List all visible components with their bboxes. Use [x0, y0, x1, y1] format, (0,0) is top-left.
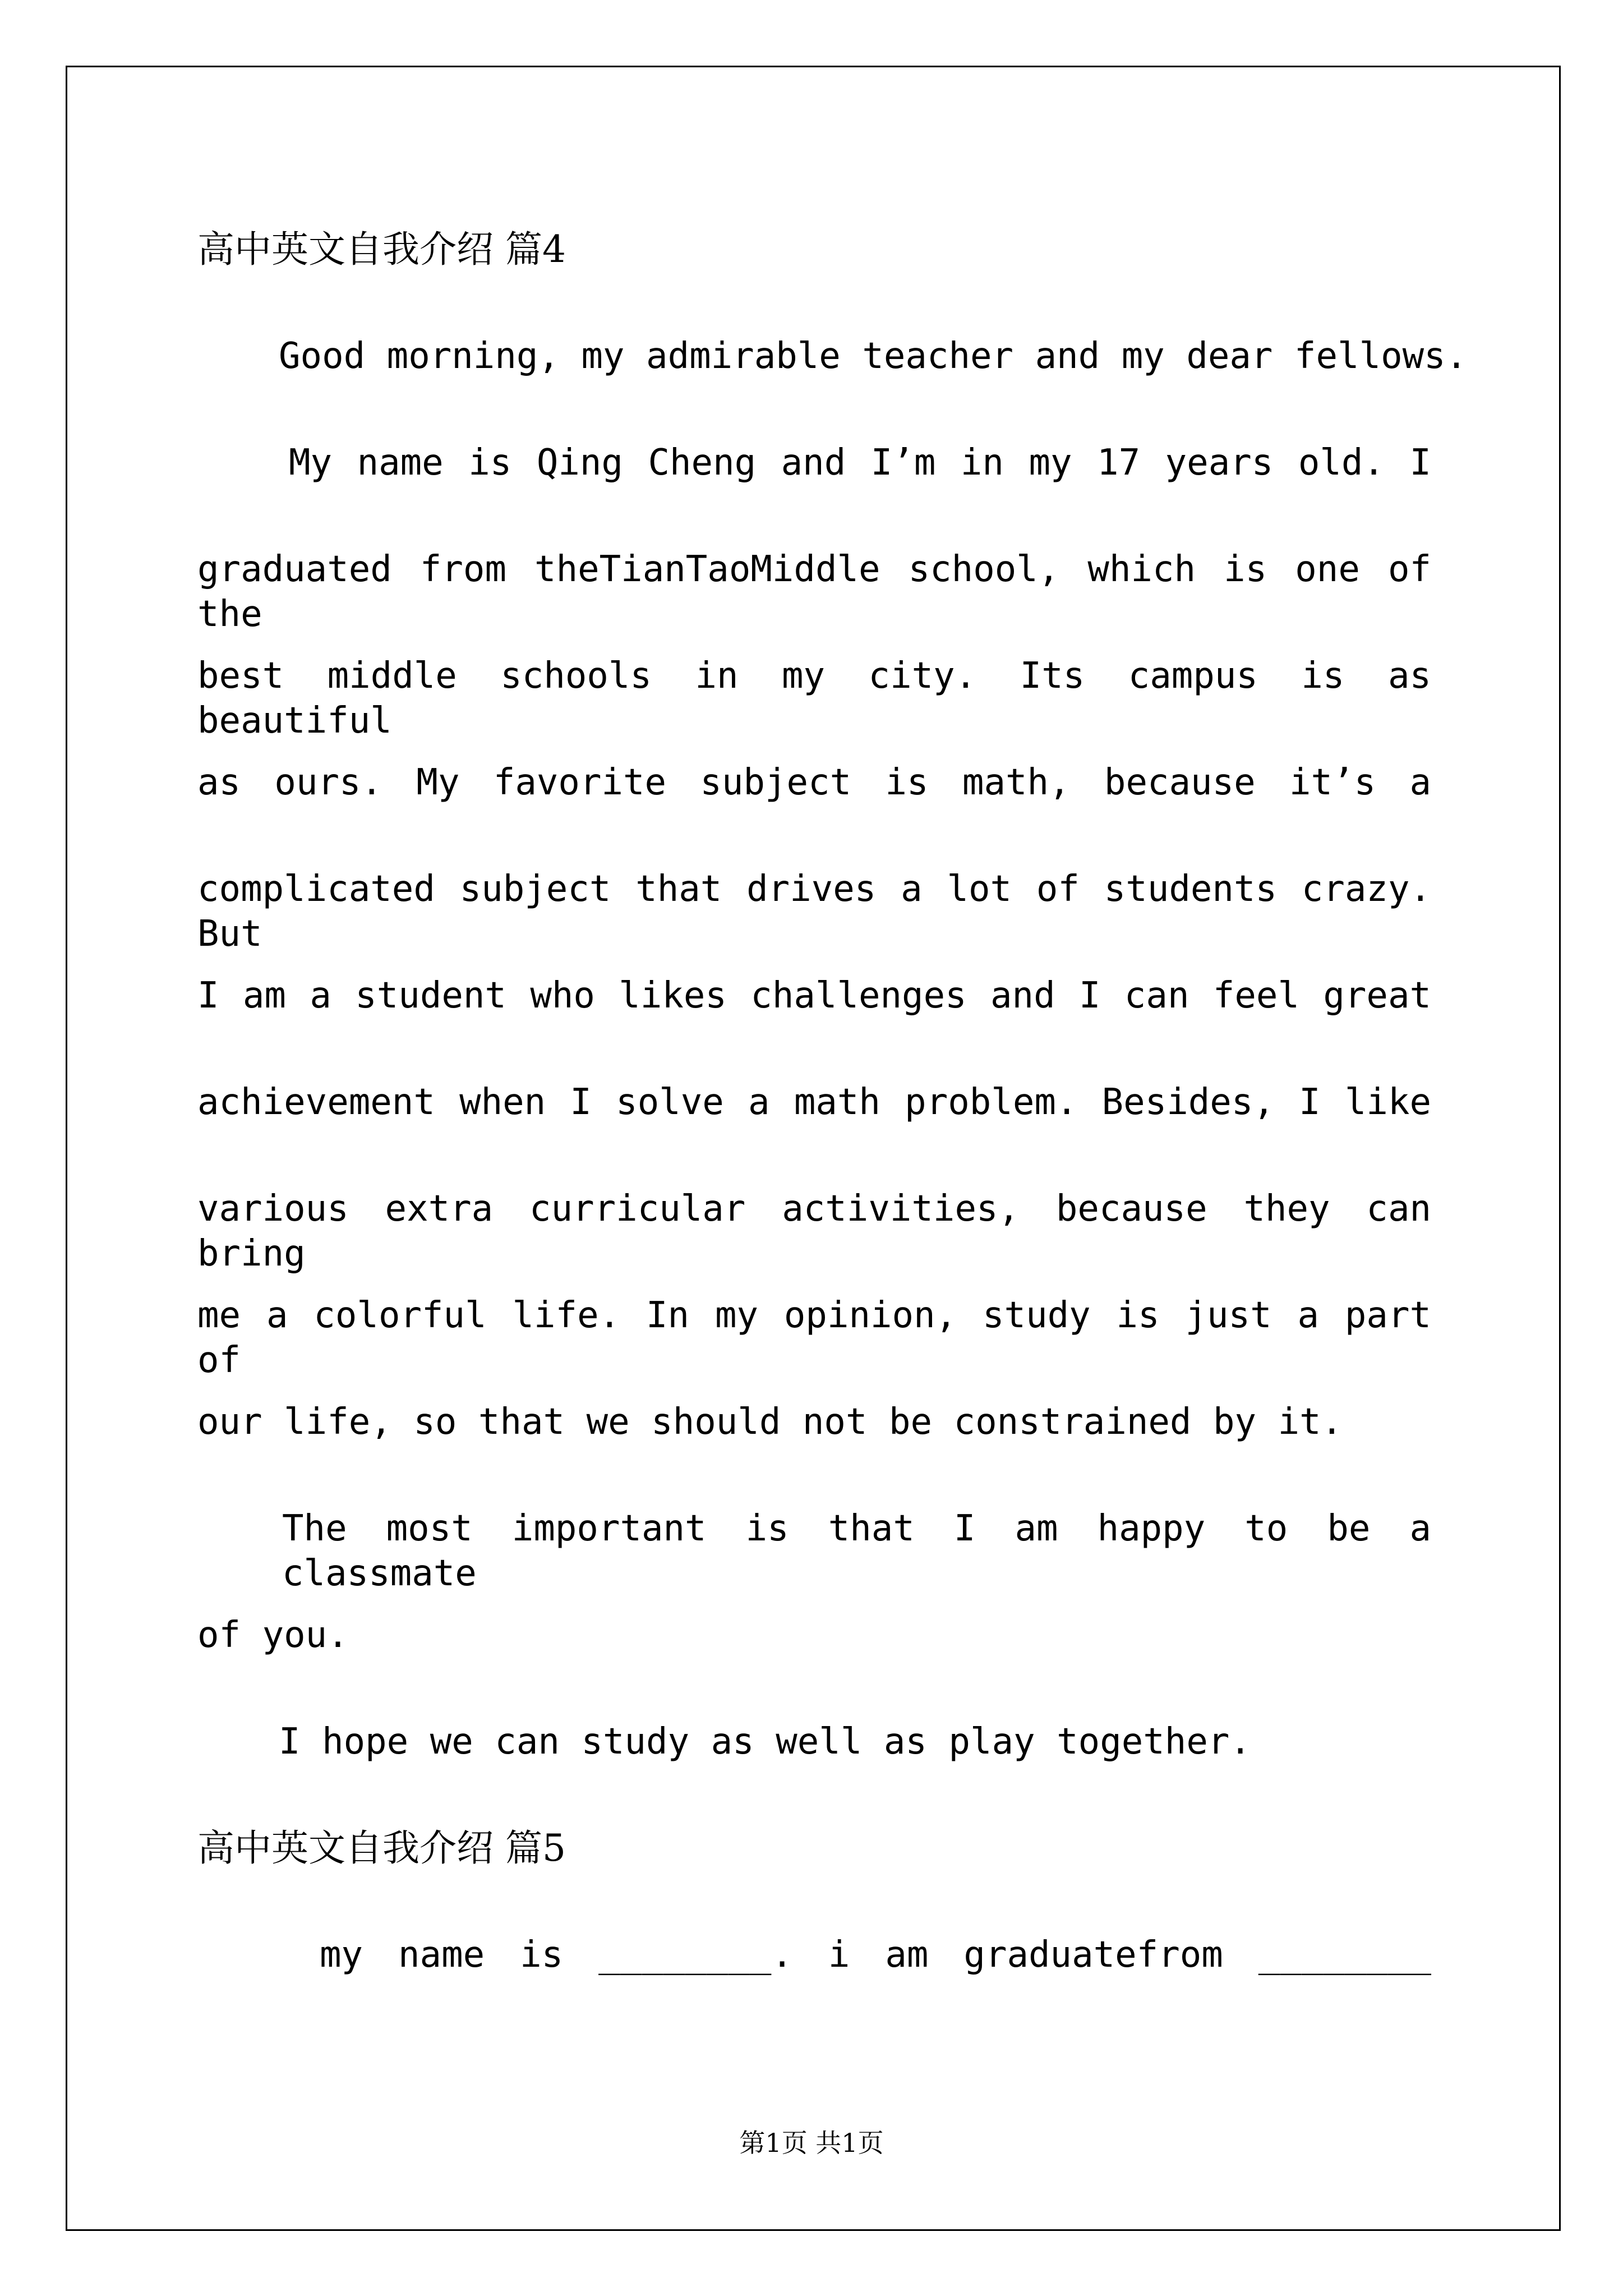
paragraph-line: as ours. My favorite subject is math, because it’s a — [197, 762, 1431, 803]
paragraph-line: complicated subject that drives a lot of students crazy. But — [197, 868, 1431, 955]
paragraph-line: our life, so that we should not be constrained by it. — [197, 1401, 1343, 1443]
paragraph-line: of you. — [197, 1614, 349, 1656]
paragraph-line: I am a student who likes challenges and I can feel great — [197, 975, 1431, 1016]
paragraph-line: my name is ________. i am graduatefrom ________ — [320, 1934, 1431, 1976]
paragraph-line: The most important is that I am happy to be a classmate — [282, 1508, 1431, 1594]
paragraph-line: best middle schools in my city. Its campus is as beautiful — [197, 655, 1431, 742]
paragraph-line: Good morning, my admirable teacher and my dear fellows. — [279, 335, 1468, 377]
section-4-title: 高中英文自我介绍 篇4 — [197, 228, 566, 271]
paragraph-line: graduated from theTianTaoMiddle school, which is one of the — [197, 549, 1431, 635]
paragraph-line: I hope we can study as well as play together. — [279, 1721, 1251, 1763]
paragraph-line: achievement when I solve a math problem. Besides, I like — [197, 1082, 1431, 1123]
section-5-title: 高中英文自我介绍 篇5 — [197, 1826, 566, 1870]
page-border — [66, 66, 1561, 2231]
paragraph-line: me a colorful life. In my opinion, study is just a part of — [197, 1295, 1431, 1381]
paragraph-line: various extra curricular activities, because they can bring — [197, 1188, 1431, 1274]
paragraph-line: My name is Qing Cheng and I’m in my 17 years old. I — [289, 442, 1431, 484]
page-number-footer: 第1页 共1页 — [739, 2128, 884, 2158]
